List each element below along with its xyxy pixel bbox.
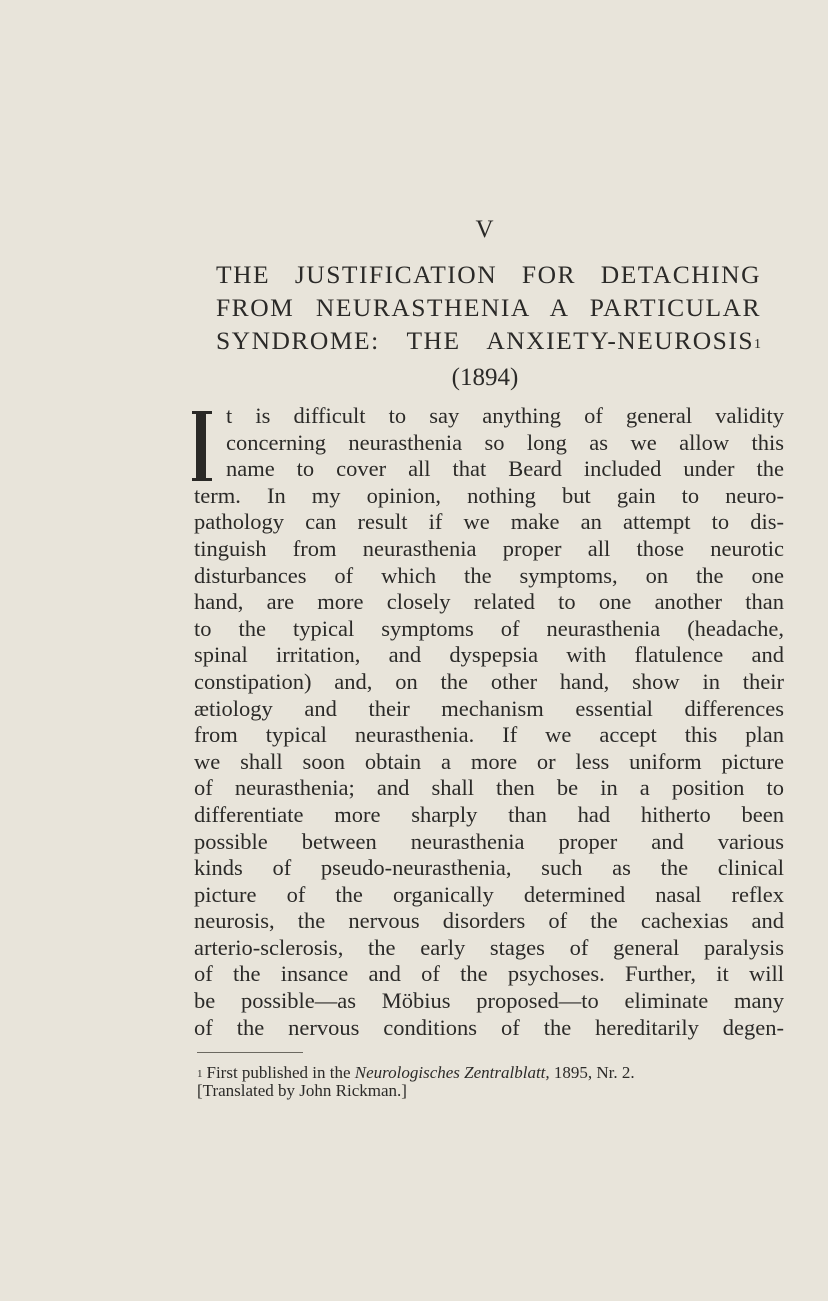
body-line: pathology can result if we make an attempt to dis- [194, 509, 784, 535]
body-text [194, 403, 784, 1041]
body-line: name to cover all that Beard included under the [226, 456, 784, 482]
drop-cap-serif-bottom [192, 478, 212, 481]
drop-cap-stem [196, 411, 206, 481]
body-line: disturbances of which the symptoms, on the one [194, 562, 784, 588]
chapter-title-line-3-text: SYNDROME: THE ANXIETY-NEUROSIS [216, 326, 754, 355]
footnote [197, 1064, 787, 1100]
chapter-year: (1894) [451, 364, 519, 391]
body-line: hand, are more closely related to one another than [194, 589, 784, 615]
body-line: we shall soon obtain a more or less uniform picture [194, 748, 784, 774]
chapter-number: V [475, 216, 495, 243]
body-line: be possible—as Möbius proposed—to eliminate many [194, 988, 784, 1014]
footnote-text-before: First published in the [206, 1063, 355, 1082]
body-line: term. In my opinion, nothing but gain to neuro- [194, 482, 784, 508]
footnote-mark: 1 [197, 1068, 203, 1080]
body-line: of the insance and of the psychoses. Further, it will [194, 961, 784, 987]
footnote-journal: Neurologisches Zentralblatt, [354, 1063, 550, 1082]
body-lines [194, 403, 784, 1041]
body-line: picture of the organically determined nasal reflex [194, 881, 784, 907]
chapter-title [216, 258, 761, 357]
body-line: to the typical symptoms of neurasthenia (headache, [194, 615, 784, 641]
body-line: t is difficult to say anything of general validity [226, 403, 784, 428]
chapter-title-line-3 [216, 324, 761, 357]
footnote-rule [197, 1052, 303, 1053]
footnote-line-1 [197, 1064, 787, 1082]
body-line: from typical neurasthenia. If we accept this plan [194, 722, 784, 748]
chapter-title-line-2: FROM NEURASTHENIA A PARTICULAR [216, 293, 761, 322]
drop-cap [194, 406, 222, 480]
chapter-title-line-1: THE JUSTIFICATION FOR DETACHING [216, 260, 761, 289]
body-line: concerning neurasthenia so long as we allow this [226, 429, 784, 455]
body-line: differentiate more sharply than had hitherto been [194, 801, 784, 827]
body-line: kinds of pseudo-neurasthenia, such as the clinical [194, 855, 784, 881]
body-line: tinguish from neurasthenia proper all those neurotic [194, 535, 784, 561]
title-footnote-mark: 1 [754, 337, 761, 352]
body-line: possible between neurasthenia proper and various [194, 828, 784, 854]
body-line: ætiology and their mechanism essential differences [194, 695, 784, 721]
footnote-line-2: [Translated by John Rickman.] [197, 1081, 407, 1100]
footnote-text-after: 1895, Nr. 2. [549, 1063, 635, 1082]
body-line: arterio-sclerosis, the early stages of general paralysis [194, 934, 784, 960]
body-line: neurosis, the nervous disorders of the cachexias and [194, 908, 784, 934]
body-line: of the nervous conditions of the hereditarily degen- [194, 1014, 784, 1040]
body-line: spinal irritation, and dyspepsia with flatulence and [194, 642, 784, 668]
body-line: of neurasthenia; and shall then be in a position to [194, 775, 784, 801]
body-line: constipation) and, on the other hand, show in their [194, 668, 784, 694]
